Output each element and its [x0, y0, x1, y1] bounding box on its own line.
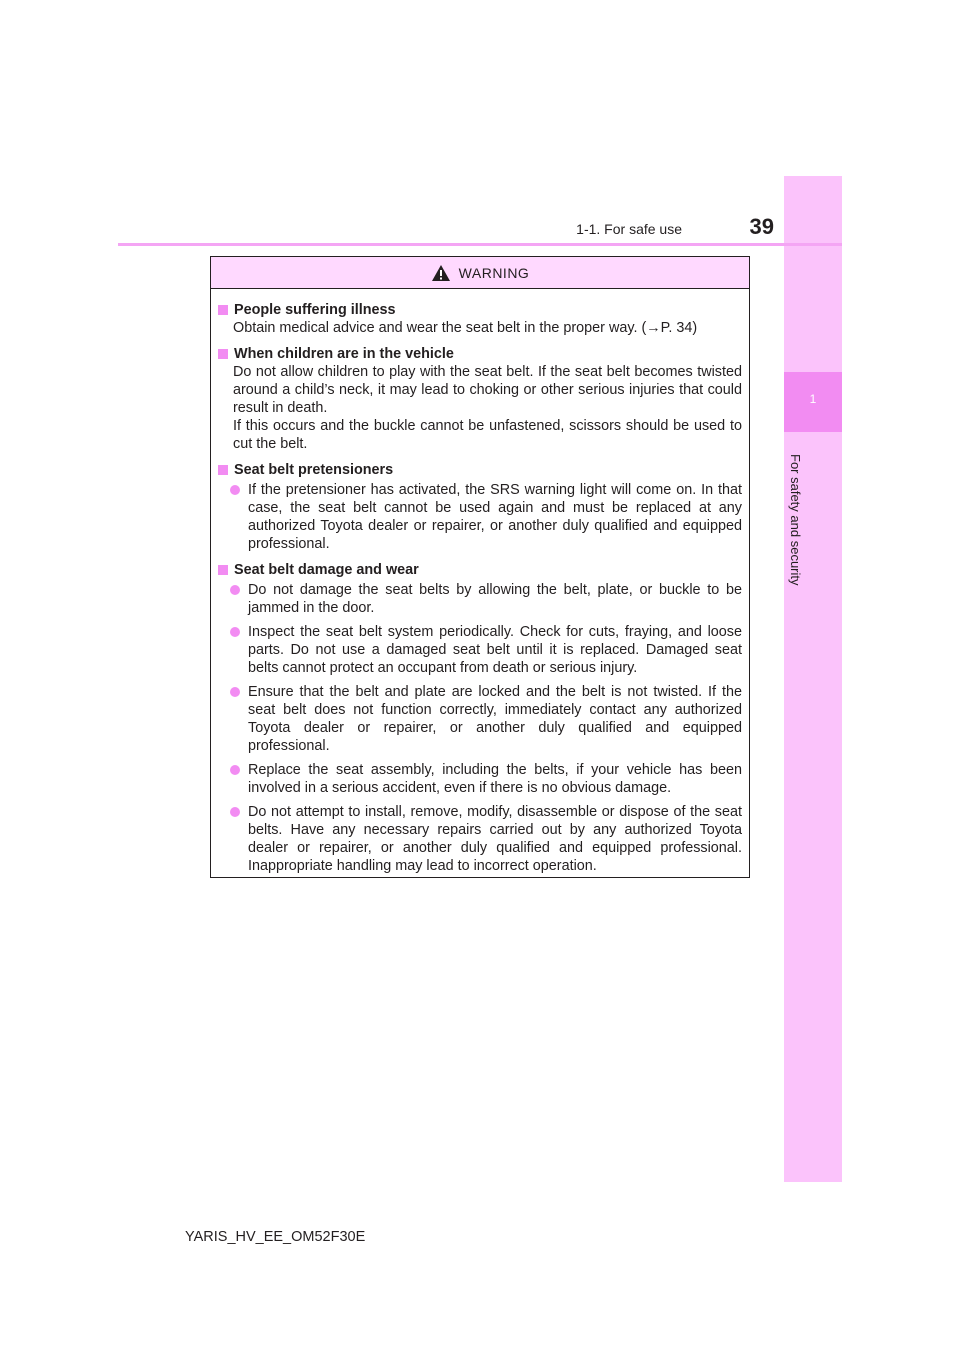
topic-title-text: Seat belt pretensioners: [234, 462, 394, 478]
warning-topic: [218, 461, 742, 553]
circle-bullet-icon: [230, 687, 240, 697]
bullet-item: [218, 481, 742, 553]
warning-triangle-icon: [431, 264, 451, 282]
topic-title: [218, 301, 742, 319]
bullet-text: If the pretensioner has activated, the SRS warning light will come on. In that case, the seat belt cannot be used again and must be replaced at any authorized Toyota dealer or repairer, or another duly qualified and equipped professional.: [248, 482, 742, 552]
square-bullet-icon: [218, 465, 228, 475]
warning-topic: [218, 345, 742, 453]
bullet-item: [218, 581, 742, 617]
side-strip: [784, 176, 842, 1182]
warning-box: [210, 256, 750, 878]
topic-title: [218, 345, 742, 363]
bullet-item: [218, 803, 742, 875]
document-code: YARIS_HV_EE_OM52F30E: [185, 1229, 366, 1245]
circle-bullet-icon: [230, 627, 240, 637]
topic-title-text: People suffering illness: [234, 302, 396, 318]
topic-title-text: When children are in the vehicle: [234, 346, 454, 362]
topic-paragraph: Obtain medical advice and wear the seat belt in the proper way. (→P. 34): [233, 320, 698, 336]
circle-bullet-icon: [230, 765, 240, 775]
bullet-text: Do not damage the seat belts by allowing the belt, plate, or buckle to be jammed in the door.: [248, 582, 742, 616]
topic-paragraph: Do not allow children to play with the seat belt. If the seat belt becomes twisted around a child’s neck, it may lead to choking or other serious injuries that could result in death.: [233, 364, 742, 416]
square-bullet-icon: [218, 305, 228, 315]
topic-title: [218, 561, 742, 579]
chapter-title: For safety and security: [788, 454, 803, 586]
chapter-number: 1: [809, 392, 817, 406]
warning-title: WARNING: [458, 264, 530, 281]
circle-bullet-icon: [230, 585, 240, 595]
bullet-text: Do not attempt to install, remove, modify, disassemble or dispose of the seat belts. Have any necessary repairs carried out by any authorized Toyota dealer or repairer, or another duly qualified and equipped professional. Inappropriate handling may lead to incorrect operation.: [248, 804, 742, 874]
bullet-item: [218, 761, 742, 797]
warning-topic: [218, 561, 742, 875]
circle-bullet-icon: [230, 485, 240, 495]
header-rule: [118, 243, 842, 246]
bullet-text: Replace the seat assembly, including the belts, if your vehicle has been involved in a serious accident, even if there is no obvious damage.: [248, 762, 742, 796]
square-bullet-icon: [218, 565, 228, 575]
warning-header: [211, 257, 749, 289]
topic-paragraph: If this occurs and the buckle cannot be unfastened, scissors should be used to cut the belt.: [233, 418, 742, 452]
bullet-item: [218, 683, 742, 755]
bullet-text: Inspect the seat belt system periodically. Check for cuts, fraying, and loose parts. Do not use a damaged seat belt until it is replaced. Damaged seat belts cannot protect an occupant from death or serious injury.: [248, 624, 742, 676]
page-number: 39: [749, 214, 774, 239]
square-bullet-icon: [218, 349, 228, 359]
topic-title-text: Seat belt damage and wear: [234, 562, 419, 578]
topic-title: [218, 461, 742, 479]
warning-topic: [218, 301, 742, 337]
warning-body: [211, 289, 749, 875]
bullet-item: [218, 623, 742, 677]
circle-bullet-icon: [230, 807, 240, 817]
bullet-text: Ensure that the belt and plate are locked and the belt is not twisted. If the seat belt does not function correctly, immediately contact any authorized Toyota dealer or repairer, or another duly qualified and equipped professional.: [248, 684, 742, 754]
section-heading: 1-1. For safe use: [576, 221, 682, 237]
